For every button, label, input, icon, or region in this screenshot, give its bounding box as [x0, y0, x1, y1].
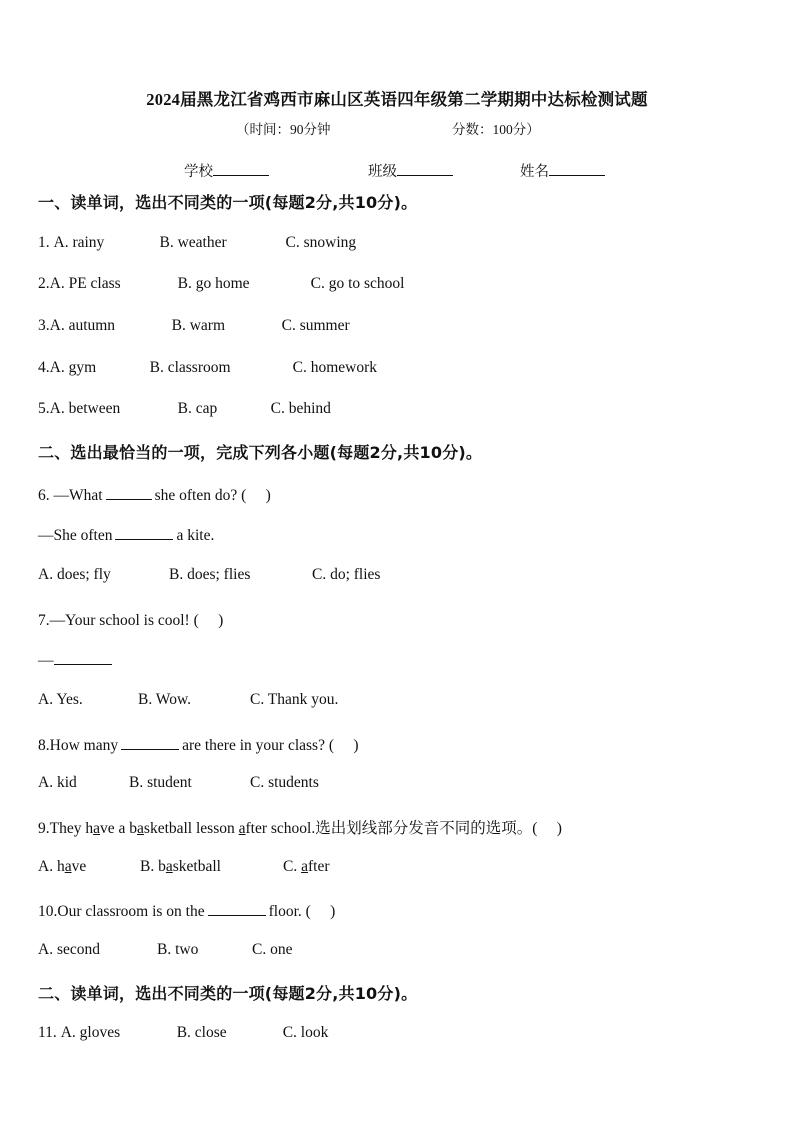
answer-blank — [208, 901, 266, 916]
stem-part: 8.How many — [38, 737, 119, 754]
stem-part: fter school.选出划线部分发音不同的选项。( ) — [245, 820, 562, 837]
option-b: B. two — [157, 941, 199, 958]
option-b: B. close — [176, 1024, 227, 1041]
option-b: B. Wow. — [138, 691, 192, 708]
option-b: B. weather — [159, 234, 227, 251]
option-a: A. second — [38, 941, 100, 958]
stem-part: sketball lesson — [143, 820, 239, 837]
option-a: A. PE class — [49, 275, 121, 292]
question-2 — [38, 275, 405, 293]
question-4 — [38, 359, 377, 377]
exam-time: （时间：90分钟 — [236, 122, 331, 137]
option-a: A. rainy — [53, 234, 105, 251]
reply-dash: — — [38, 652, 54, 669]
option-c: C. go to school — [310, 275, 405, 292]
underlined-letter: a — [93, 820, 100, 837]
reply-part: a kite. — [176, 527, 215, 544]
question-9-options — [38, 858, 330, 876]
option-b — [140, 858, 283, 876]
option-c: C. summer — [281, 317, 350, 334]
option-c: C. look — [282, 1024, 329, 1041]
question-6-options — [38, 566, 380, 584]
option-part: B. b — [140, 858, 166, 875]
question-number: 3. — [38, 317, 50, 334]
option-a: A. does; fly — [38, 566, 111, 583]
option-c: C. do; flies — [312, 566, 381, 583]
section-heading-1: 一、读单词，选出不同类的一项(每题2分,共10分)。 — [38, 193, 418, 212]
question-8-stem — [38, 733, 359, 755]
question-6-reply — [38, 525, 214, 545]
option-a: A. autumn — [49, 317, 116, 334]
answer-blank — [54, 650, 112, 665]
question-7-options — [38, 691, 338, 709]
question-number: 4. — [38, 359, 50, 376]
answer-blank — [121, 735, 179, 750]
option-part: C. — [283, 858, 302, 875]
underlined-letter: a — [165, 858, 173, 875]
option-c: C. one — [252, 941, 293, 958]
option-b: B. classroom — [149, 359, 231, 376]
question-number: 1. — [38, 234, 54, 251]
underlined-letter: a — [301, 858, 308, 875]
option-a: A. gym — [49, 359, 97, 376]
section-heading-2: 二、选出最恰当的一项，完成下列各小题(每题2分,共10分)。 — [38, 443, 483, 462]
option-part: A. h — [38, 858, 65, 875]
stem-part: she often do? ( ) — [154, 487, 271, 504]
question-10-stem — [38, 899, 335, 921]
question-5 — [38, 400, 331, 418]
underlined-letter: a — [137, 820, 144, 837]
stem-part: 6. —What — [38, 487, 103, 504]
school-blank — [213, 161, 269, 176]
option-part: sketball — [172, 858, 221, 875]
school-field — [184, 160, 269, 181]
option-c: C. Thank you. — [250, 691, 339, 708]
option-c — [283, 858, 330, 876]
option-a — [38, 858, 140, 876]
option-b: B. cap — [177, 400, 218, 417]
question-3 — [38, 317, 350, 335]
option-a: A. Yes. — [38, 691, 83, 708]
name-blank — [549, 161, 605, 176]
stem-part: 9.They h — [38, 820, 94, 837]
question-number: 2. — [38, 275, 50, 292]
answer-blank — [106, 485, 152, 500]
class-field — [368, 160, 453, 181]
section-heading-3: 二、读单词，选出不同类的一项(每题2分,共10分)。 — [38, 984, 418, 1003]
name-label: 姓名 — [520, 164, 549, 180]
underlined-letter: a — [238, 820, 246, 837]
stem-part: are there in your class? ( ) — [182, 737, 359, 754]
question-11 — [38, 1024, 328, 1042]
option-a: A. kid — [38, 774, 77, 791]
option-c: C. homework — [292, 359, 378, 376]
stem-part: floor. ( ) — [268, 903, 336, 920]
stem-part: 10.Our classroom is on the — [38, 903, 205, 920]
question-9-stem — [38, 816, 562, 838]
question-number: 11. — [38, 1024, 61, 1041]
option-b: B. go home — [177, 275, 250, 292]
underlined-letter: a — [64, 858, 72, 875]
option-c: C. students — [250, 774, 319, 791]
question-8-options — [38, 774, 319, 792]
option-b: B. does; flies — [169, 566, 251, 583]
stem-part: ve a b — [100, 820, 138, 837]
option-b: B. warm — [171, 317, 226, 334]
option-b: B. student — [129, 774, 192, 791]
class-blank — [397, 161, 453, 176]
exam-score: 分数：100分） — [452, 122, 540, 137]
name-field — [520, 160, 605, 181]
option-part: fter — [307, 858, 330, 875]
school-label: 学校 — [184, 164, 213, 180]
option-c: C. snowing — [285, 234, 357, 251]
question-10-options — [38, 941, 292, 959]
exam-title: 2024届黑龙江省鸡西市麻山区英语四年级第二学期期中达标检测试题 — [146, 90, 648, 109]
option-c: C. behind — [270, 400, 331, 417]
question-number: 5. — [38, 400, 50, 417]
answer-blank — [115, 525, 173, 540]
reply-part: —She often — [38, 527, 113, 544]
option-part: ve — [71, 858, 87, 875]
class-label: 班级 — [368, 164, 397, 180]
option-a: A. between — [49, 400, 121, 417]
question-1 — [38, 234, 356, 252]
question-7-stem: 7.—Your school is cool! ( ) — [38, 612, 224, 629]
question-6-stem — [38, 483, 271, 505]
option-a: A. gloves — [60, 1024, 121, 1041]
question-7-reply — [38, 650, 115, 670]
